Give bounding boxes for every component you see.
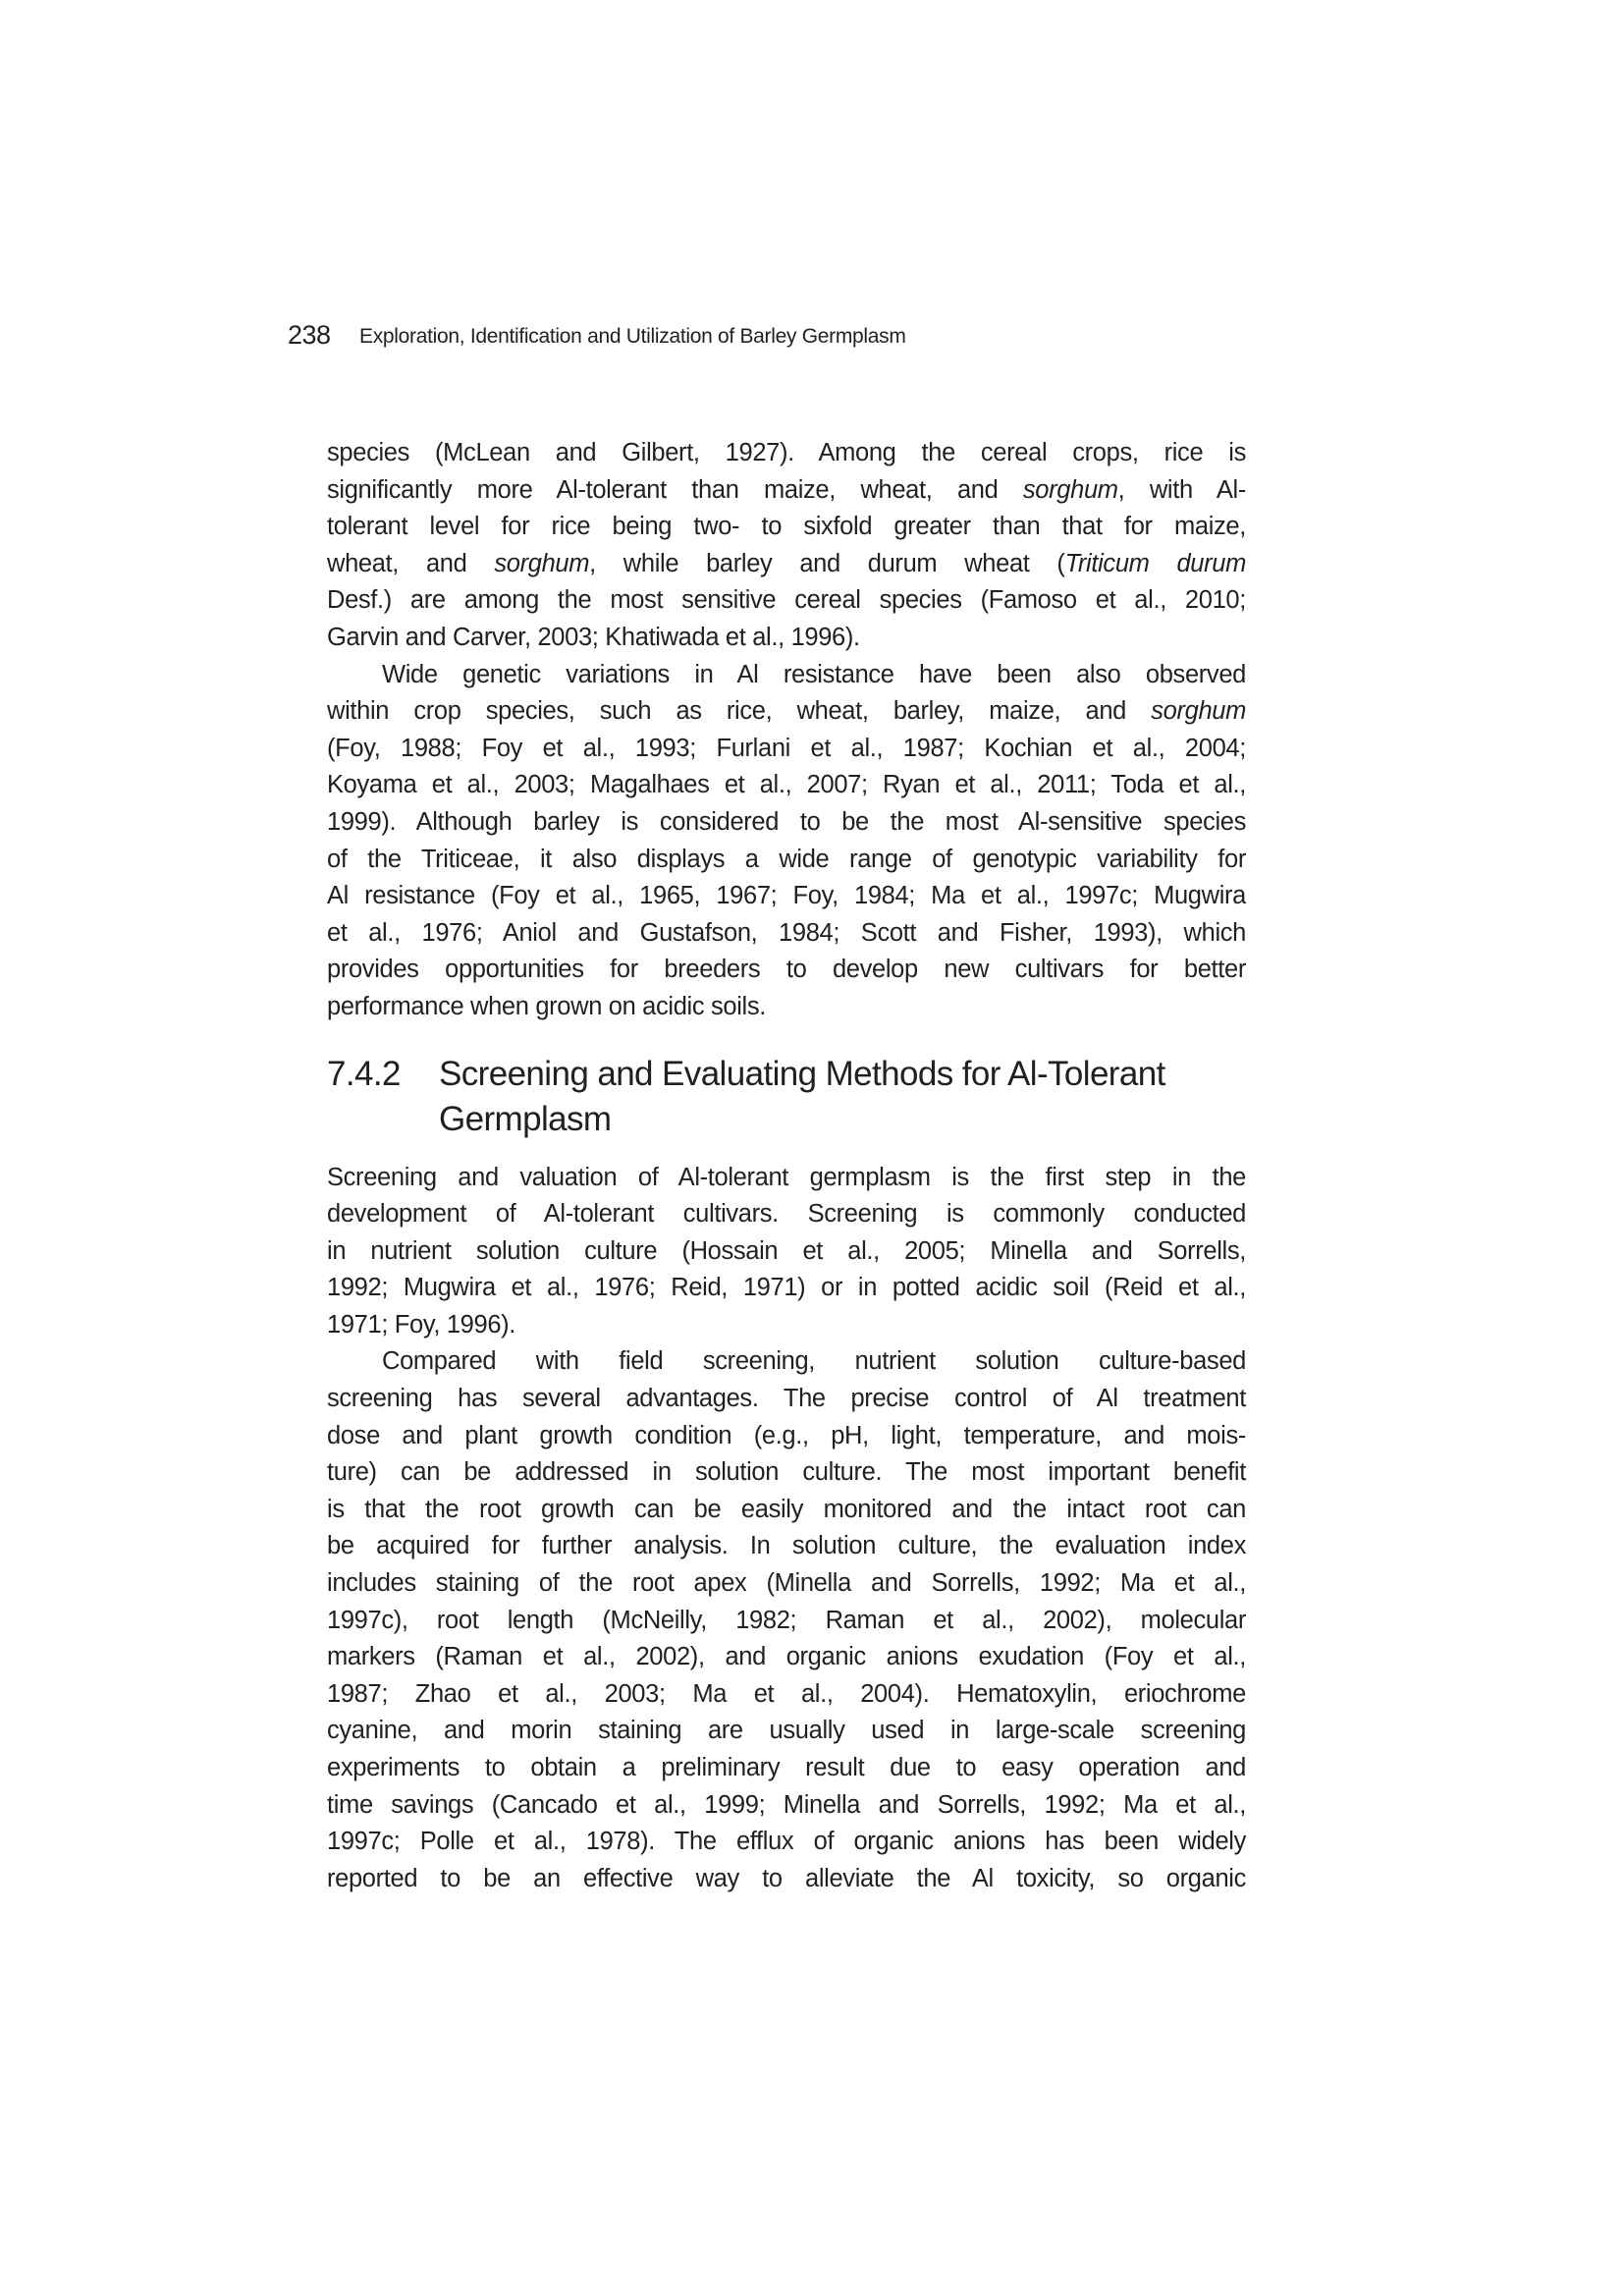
running-title: Exploration, Identification and Utilization of Barley Germplasm: [359, 325, 906, 348]
text-line: 1997c), root length (McNeilly, 1982; Raman et al., 2002), molecular: [327, 1606, 1246, 1634]
text-line: of the Triticeae, it also displays a wide range of genotypic variability for: [327, 845, 1246, 873]
text-line: includes staining of the root apex (Minella and Sorrells, 1992; Ma et al.,: [327, 1569, 1246, 1598]
text-line: 1999). Although barley is considered to be the most Al-sensitive species: [327, 807, 1246, 836]
paragraph: [327, 435, 1246, 657]
section-number: 7.4.2: [327, 1054, 401, 1093]
section-body: [327, 1160, 1246, 1898]
section-title-line-1: Screening and Evaluating Methods for Al-Tolerant: [439, 1054, 1165, 1093]
text-line: be acquired for further analysis. In solution culture, the evaluation index: [327, 1532, 1246, 1560]
text-line: Screening and valuation of Al-tolerant germplasm is the first step in the: [327, 1163, 1246, 1191]
text-line: Compared with field screening, nutrient solution culture-based: [382, 1347, 1246, 1376]
text-line: screening has several advantages. The precise control of Al treatment: [327, 1385, 1246, 1413]
text-line: experiments to obtain a preliminary result due to easy operation and: [327, 1754, 1246, 1781]
text-line: 1992; Mugwira et al., 1976; Reid, 1971) or in potted acidic soil (Reid et al.,: [327, 1274, 1246, 1302]
text-line: 1971; Foy, 1996).: [327, 1310, 516, 1339]
text-line: dose and plant growth condition (e.g., pH, light, temperature, and mois-: [327, 1421, 1246, 1449]
text-line: Desf.) are among the most sensitive cereal species (Famoso et al., 2010;: [327, 586, 1246, 615]
text-line: cyanine, and morin staining are usually used in large-scale screening: [327, 1717, 1246, 1745]
text-line: markers (Raman et al., 2002), and organic anions exudation (Foy et al.,: [327, 1643, 1246, 1671]
text-line: is that the root growth can be easily monitored and the intact root can: [327, 1495, 1246, 1523]
text-line: et al., 1976; Aniol and Gustafson, 1984; Scott and Fisher, 1993), which: [327, 918, 1246, 947]
text-line: time savings (Cancado et al., 1999; Minella and Sorrells, 1992; Ma et al.,: [327, 1790, 1246, 1819]
text-line: Al resistance (Foy et al., 1965, 1967; Foy, 1984; Ma et al., 1997c; Mugwira: [327, 882, 1246, 910]
section-heading: [327, 1052, 1246, 1142]
text-line: performance when grown on acidic soils.: [327, 992, 766, 1020]
text-line: significantly more Al-tolerant than maize, wheat, and sorghum, with Al-: [327, 475, 1246, 504]
italic-term: sorghum: [494, 549, 590, 577]
text-line: 1987; Zhao et al., 2003; Ma et al., 2004). Hematoxylin, eriochrome: [327, 1679, 1246, 1708]
paragraph: [327, 1343, 1246, 1897]
paragraph: [327, 657, 1246, 1026]
text-line: ture) can be addressed in solution culture. The most important benefit: [327, 1458, 1246, 1487]
text-line: within crop species, such as rice, wheat, barley, maize, and sorghum: [327, 697, 1246, 726]
text-line: tolerant level for rice being two- to sixfold greater than that for maize,: [327, 513, 1246, 541]
section-title-line-2: Germplasm: [439, 1099, 612, 1138]
intro-section: [327, 435, 1246, 1026]
paragraph: [327, 1160, 1246, 1344]
text-line: wheat, and sorghum, while barley and durum wheat (Triticum durum: [327, 549, 1246, 577]
text-line: species (McLean and Gilbert, 1927). Among the cereal crops, rice is: [327, 439, 1246, 466]
page-number: 238: [288, 320, 331, 350]
text-line: provides opportunities for breeders to develop new cultivars for better: [327, 956, 1246, 984]
italic-term: sorghum: [1151, 697, 1246, 726]
text-line: development of Al-tolerant cultivars. Screening is commonly conducted: [327, 1200, 1246, 1229]
italic-term: Triticum durum: [1064, 549, 1246, 577]
text-line: Wide genetic variations in Al resistance have been also observed: [382, 660, 1246, 688]
text-line: Koyama et al., 2003; Magalhaes et al., 2007; Ryan et al., 2011; Toda et al.,: [327, 771, 1246, 799]
text-line: in nutrient solution culture (Hossain et al., 2005; Minella and Sorrells,: [327, 1236, 1246, 1265]
text-line: reported to be an effective way to alleviate the Al toxicity, so organic: [327, 1864, 1246, 1892]
text-line: 1997c; Polle et al., 1978). The efflux of organic anions has been widely: [327, 1828, 1246, 1856]
italic-term: sorghum: [1022, 475, 1118, 504]
text-line: Garvin and Carver, 2003; Khatiwada et al., 1996).: [327, 623, 860, 651]
page-body: [327, 435, 1246, 1897]
text-line: (Foy, 1988; Foy et al., 1993; Furlani et al., 1987; Kochian et al., 2004;: [327, 734, 1246, 762]
